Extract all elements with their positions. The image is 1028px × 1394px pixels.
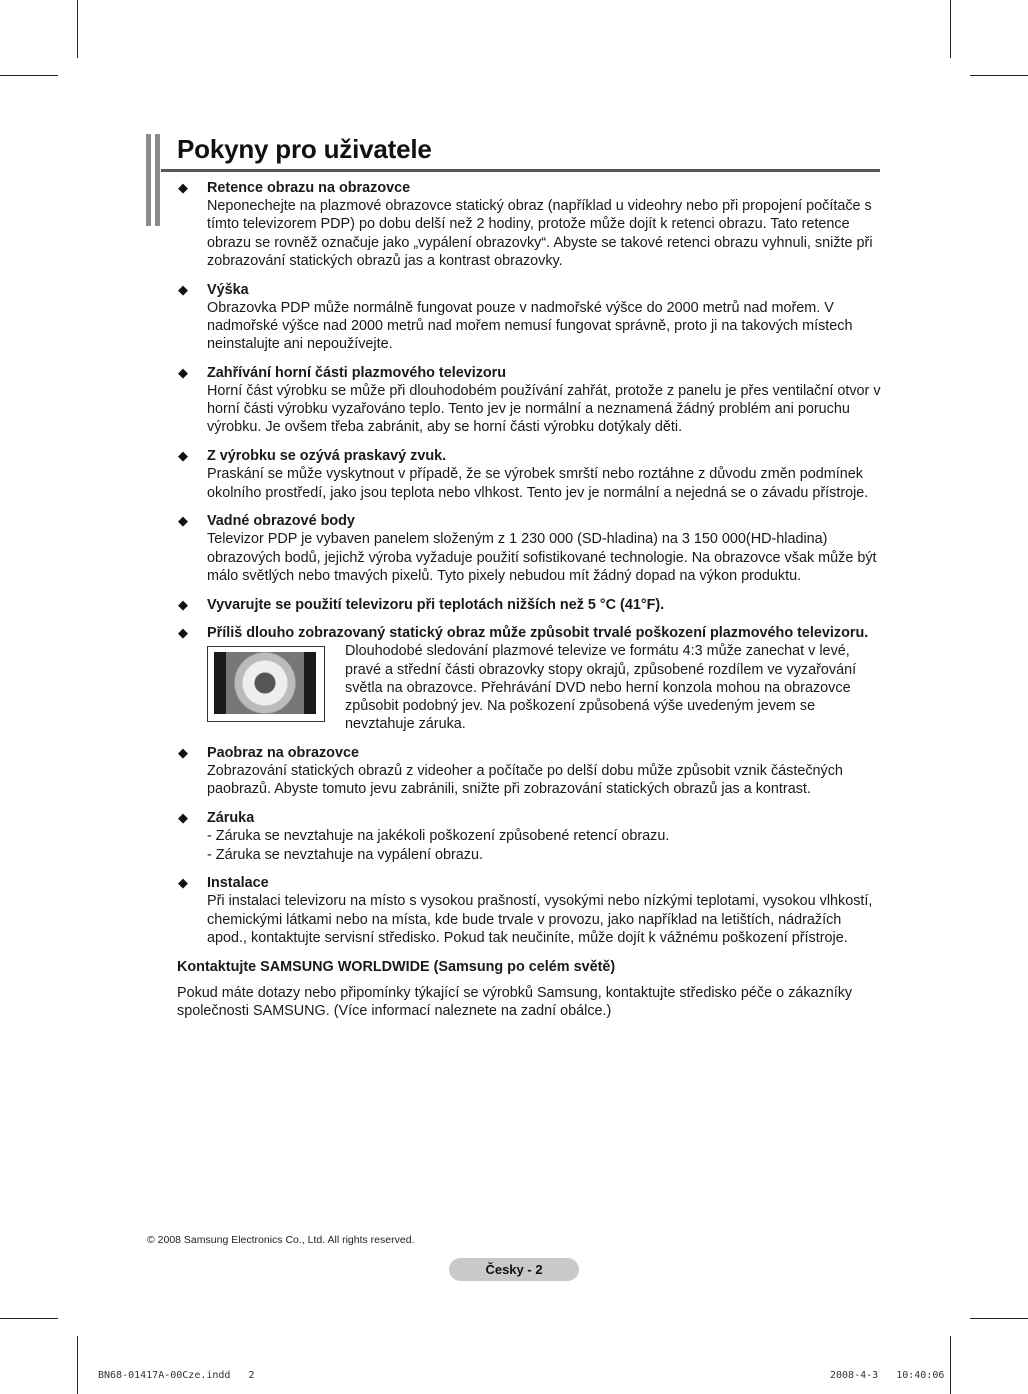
item-body: Zobrazování statických obrazů z videoher a počítače po delší dobu může způsobit vznik částečných paobrazů. Abyste tomuto jevu zabránili, snižte při zobrazování statických obrazů jas a kontrast. <box>207 763 843 798</box>
title-accent-bars <box>146 134 162 226</box>
diamond-bullet-icon: ◆ <box>178 513 188 529</box>
diamond-bullet-icon: ◆ <box>178 810 188 826</box>
item-body: Horní část výrobku se může při dlouhodobém používání zahřát, protože z panelu je přes ventilační otvor v horní části výrobku vyzařováno teplo. Tento jev je normální a neznamená žádný problém ani poruchu výrobku. Je ovšem třeba zabránit, aby se horní části výrobku dotýkaly děti. <box>207 383 881 436</box>
item-title: Výška <box>207 281 249 298</box>
item-body: Neponechejte na plazmové obrazovce statický obraz (například u videohry nebo při propojení počítače s tímto televizorem PDP) po dobu delší než 2 hodiny, protože může dojít k retenci obrazu. Tato retence obrazu se rovněž označuje jako „vypálení obrazovky“. Abyste se takové retenci obrazu vyhnuli, snižte při zobrazování statických obrazů jas a kontrast obrazovky. <box>207 198 873 269</box>
list-item <box>177 512 882 585</box>
list-item <box>177 596 882 614</box>
list-item <box>177 744 882 799</box>
item-body: Televizor PDP je vybaven panelem složeným z 1 230 000 (SD-hladina) na 3 150 000(HD-hladina) obrazových bodů, jejichž výroba vyžaduje použití sofistikované technologie. Na obrazovce však může být málo světlých nebo tmavých pixelů. Tyto pixely nebudou mít žádný dopad na výkon produktu. <box>207 531 877 584</box>
page-title: Pokyny pro uživatele <box>177 134 432 164</box>
crop-mark <box>77 1336 78 1394</box>
diamond-bullet-icon: ◆ <box>178 364 188 380</box>
item-title: Vadné obrazové body <box>207 513 355 530</box>
diamond-bullet-icon: ◆ <box>178 744 188 760</box>
instructions-content <box>177 179 882 1020</box>
warranty-line: - Záruka se nevztahuje na vypálení obrazu. <box>207 846 483 863</box>
page-number-badge: Česky - 2 <box>449 1258 579 1281</box>
crop-mark <box>970 75 1028 76</box>
footer-file-name: BN68-01417A-00Cze.indd 2 <box>98 1370 255 1381</box>
crop-mark <box>950 1336 951 1394</box>
contact-heading: Kontaktujte SAMSUNG WORLDWIDE (Samsung po celém světě) <box>177 958 616 975</box>
crop-mark <box>0 75 58 76</box>
crop-mark <box>950 0 951 58</box>
diamond-bullet-icon: ◆ <box>178 281 188 297</box>
item-title: Retence obrazu na obrazovce <box>207 180 411 196</box>
footer-datetime: 2008-4-3 10:40:06 <box>830 1370 945 1381</box>
diamond-bullet-icon: ◆ <box>178 180 188 195</box>
crop-mark <box>0 1318 58 1319</box>
item-body: Dlouhodobé sledování plazmové televize ve formátu 4:3 může zanechat v levé, pravé a střední části obrazovky stopy okrajů, způsobené rozdílem ve vyzařování světla na obrazovce. Přehrávání DVD nebo herní konzola mohou na obrazovce způsobit podobný jev. Na poškození způsobená výše uvedeným jevem se nevztahuje záruka. <box>345 643 857 733</box>
crop-mark <box>970 1318 1028 1319</box>
warranty-line: - Záruka se nevztahuje na jakékoli poškození způsobené retencí obrazu. <box>207 828 670 845</box>
item-title: Instalace <box>207 875 269 892</box>
diamond-bullet-icon: ◆ <box>178 596 188 612</box>
list-item <box>177 179 882 270</box>
item-body: Při instalaci televizoru na místo s vysokou prašností, vysokými nebo nízkými teplotami, vysokou vlhkostí, chemickými látkami nebo na místa, kde bude trvale v provozu, jako například na letištích, nádražích apod., kontaktujte servisní středisko. Pokud tak neučiníte, může dojít k vážnému poškození přístroje. <box>207 893 873 946</box>
list-item <box>177 281 882 354</box>
list-item <box>177 809 882 864</box>
list-item <box>177 364 882 437</box>
tv-screen-illustration <box>207 646 325 722</box>
list-item <box>177 624 882 733</box>
diamond-bullet-icon: ◆ <box>178 448 188 464</box>
contact-body: Pokud máte dotazy nebo připomínky týkající se výrobků Samsung, kontaktujte středisko péče o zákazníky společnosti SAMSUNG. (Více informací naleznete na zadní obálce.) <box>177 984 853 1019</box>
item-title: Paobraz na obrazovce <box>207 744 359 761</box>
copyright: © 2008 Samsung Electronics Co., Ltd. All rights reserved. <box>147 1234 415 1246</box>
diamond-bullet-icon: ◆ <box>178 625 188 641</box>
item-title: Vyvarujte se použití televizoru při teplotách nižších než 5 °C (41°F). <box>207 596 665 613</box>
item-title: Příliš dlouho zobrazovaný statický obraz může způsobit trvalé poškození plazmového televizoru. <box>207 625 869 642</box>
image-with-text <box>207 642 882 733</box>
list-item <box>177 447 882 502</box>
item-title: Záruka <box>207 810 255 827</box>
list-item <box>177 874 882 947</box>
item-body: Obrazovka PDP může normálně fungovat pouze v nadmořské výšce do 2000 metrů nad mořem. V nadmořské výšce nad 2000 metrů nad mořem nemusí fungovat správně, proto ji na takových místech neinstalujte ani nepoužívejte. <box>207 299 853 353</box>
item-title: Zahřívání horní části plazmového televizoru <box>207 364 507 381</box>
diamond-bullet-icon: ◆ <box>178 875 188 891</box>
item-body: Praskání se může vyskytnout v případě, že se výrobek smrští nebo roztáhne z důvodu změn podmínek okolního prostředí, jako jsou teplota nebo vlhkost. Tento jev je normální a nejedná se o závadu přístroje. <box>207 466 869 501</box>
item-title: Z výrobku se ozývá praskavý zvuk. <box>207 448 447 465</box>
crop-mark <box>77 0 78 58</box>
title-rule <box>161 169 880 172</box>
